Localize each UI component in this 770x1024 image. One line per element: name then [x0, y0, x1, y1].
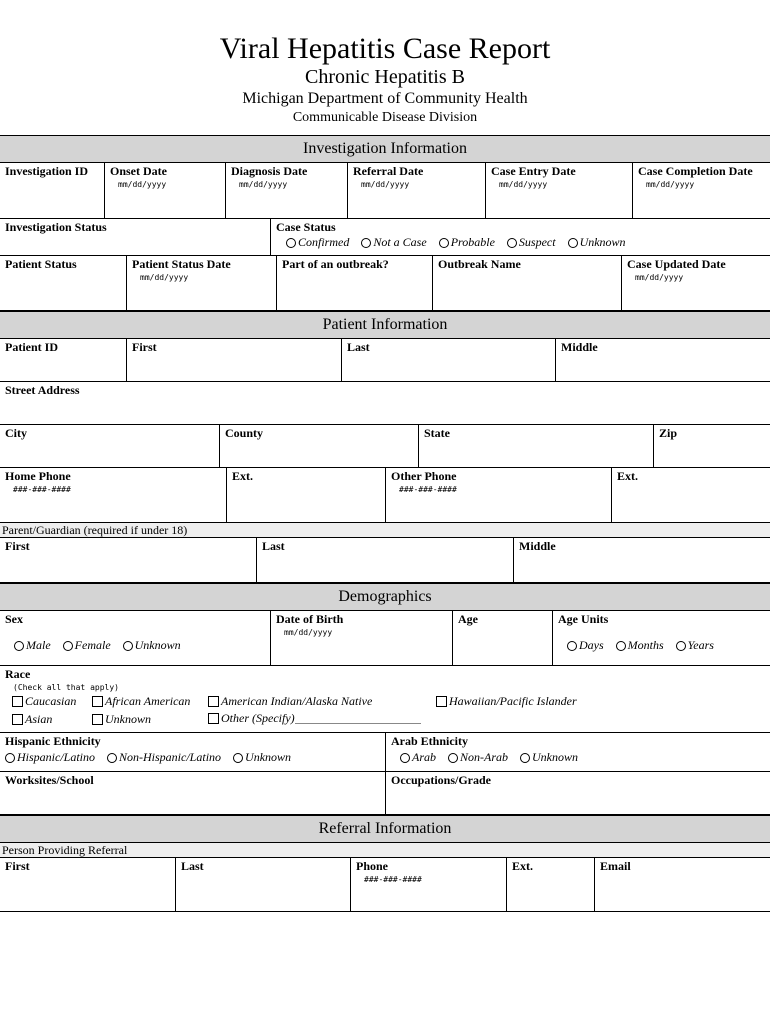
onset-date-label: Onset Date [110, 164, 167, 178]
radio-icon [286, 238, 296, 248]
home-phone-ext-field[interactable] [226, 468, 385, 522]
race-option-african-american[interactable]: African American [92, 694, 199, 711]
date-hint: mm/dd/yyyy [284, 628, 333, 637]
case-report-form [0, 135, 770, 912]
other-specify-line[interactable] [295, 713, 421, 724]
first-name-label: First [5, 859, 30, 873]
home-phone-field[interactable] [0, 468, 226, 522]
referral-email-field[interactable] [594, 858, 770, 911]
hispanic-unknown-radio[interactable]: Unknown [233, 750, 291, 765]
checkbox-icon [92, 696, 103, 707]
case-status-probable-radio[interactable]: Probable [439, 235, 495, 250]
sex-unknown-radio[interactable]: Unknown [123, 638, 181, 653]
worksite-row [0, 772, 770, 815]
radio-icon [448, 753, 458, 763]
guardian-first-name-field[interactable] [0, 538, 256, 582]
phone-hint: ###-###-#### [13, 485, 71, 494]
hispanic-ethnicity-label: Hispanic Ethnicity [5, 734, 101, 748]
diagnosis-date-field[interactable] [225, 163, 347, 218]
checkbox-icon [92, 714, 103, 725]
age-units-label: Age Units [558, 612, 609, 626]
section-demographics: Demographics [0, 583, 770, 611]
checkbox-icon [12, 696, 23, 707]
ext-label: Ext. [512, 859, 533, 873]
checkbox-icon [208, 696, 219, 707]
referral-first-name-field[interactable] [0, 858, 175, 911]
arab-radio[interactable]: Arab [400, 750, 436, 765]
investigation-status-row [0, 219, 770, 256]
case-entry-date-field[interactable] [485, 163, 632, 218]
section-patient: Patient Information [0, 311, 770, 339]
patient-id-field[interactable] [0, 339, 126, 381]
case-completion-date-field[interactable] [632, 163, 770, 218]
referral-ext-field[interactable] [506, 858, 594, 911]
radio-icon [507, 238, 517, 248]
patient-status-row [0, 256, 770, 311]
email-label: Email [600, 859, 631, 873]
patient-status-field[interactable] [0, 256, 126, 310]
non-arab-radio[interactable]: Non-Arab [448, 750, 508, 765]
sex-female-radio[interactable]: Female [63, 638, 111, 653]
county-label: County [225, 426, 264, 440]
race-field [0, 666, 770, 732]
case-status-field [270, 219, 770, 255]
other-phone-ext-field[interactable] [611, 468, 770, 522]
street-address-field[interactable] [0, 382, 770, 424]
hispanic-ethnicity-field [0, 733, 385, 771]
arab-ethnicity-field [385, 733, 770, 771]
home-phone-label: Home Phone [5, 469, 71, 483]
diagnosis-date-label: Diagnosis Date [231, 164, 308, 178]
referral-date-label: Referral Date [353, 164, 424, 178]
middle-name-label: Middle [561, 340, 598, 354]
radio-icon [676, 641, 686, 651]
outbreak-name-label: Outbreak Name [438, 257, 521, 271]
race-row [0, 666, 770, 733]
case-status-label: Case Status [276, 220, 336, 234]
race-option-other[interactable]: Other (Specify) [208, 711, 430, 728]
age-unit-months-radio[interactable]: Months [616, 638, 664, 653]
dob-label: Date of Birth [276, 612, 344, 626]
county-field[interactable] [219, 425, 418, 467]
phone-row [0, 468, 770, 523]
radio-icon [123, 641, 133, 651]
case-updated-date-field[interactable] [621, 256, 770, 310]
referral-contact-row [0, 857, 770, 912]
radio-icon [567, 641, 577, 651]
guardian-subheader: Parent/Guardian (required if under 18) [0, 523, 770, 537]
patient-name-row [0, 339, 770, 382]
race-hint: (Check all that apply) [13, 683, 119, 692]
state-field[interactable] [418, 425, 653, 467]
investigation-status-label: Investigation Status [5, 220, 107, 234]
address-row [0, 382, 770, 425]
race-option-unknown[interactable]: Unknown [92, 712, 160, 729]
last-name-label: Last [347, 340, 370, 354]
age-field[interactable] [452, 611, 552, 665]
guardian-middle-name-field[interactable] [513, 538, 770, 582]
sex-field [0, 611, 270, 665]
division-name: Communicable Disease Division [292, 110, 478, 125]
race-option-american-indian[interactable]: American Indian/Alaska Native [208, 694, 381, 711]
race-option-asian[interactable]: Asian [12, 712, 61, 729]
case-entry-date-label: Case Entry Date [491, 164, 576, 178]
radio-icon [14, 641, 24, 651]
city-label: City [5, 426, 27, 440]
date-hint: mm/dd/yyyy [646, 180, 695, 189]
date-hint: mm/dd/yyyy [140, 273, 189, 282]
city-field[interactable] [0, 425, 219, 467]
phone-label: Phone [356, 859, 389, 873]
radio-icon [520, 753, 530, 763]
checkbox-icon [208, 713, 219, 724]
date-hint: mm/dd/yyyy [118, 180, 167, 189]
referral-date-field[interactable] [347, 163, 485, 218]
case-updated-date-label: Case Updated Date [627, 257, 726, 271]
race-option-hawaiian[interactable]: Hawaiian/Pacific Islander [436, 694, 586, 711]
race-label: Race [5, 667, 31, 681]
street-address-label: Street Address [5, 383, 80, 397]
referral-person-subheader: Person Providing Referral [0, 843, 770, 857]
age-unit-years-radio[interactable]: Years [676, 638, 714, 653]
case-completion-date-label: Case Completion Date [638, 164, 753, 178]
other-phone-label: Other Phone [391, 469, 457, 483]
zip-field[interactable] [653, 425, 770, 467]
radio-icon [233, 753, 243, 763]
date-hint: mm/dd/yyyy [635, 273, 684, 282]
checkbox-icon [436, 696, 447, 707]
occupations-field[interactable] [385, 772, 770, 814]
first-name-label: First [5, 539, 30, 553]
patient-last-name-field[interactable] [341, 339, 555, 381]
worksites-label: Worksites/School [5, 773, 94, 787]
age-units-field [552, 611, 770, 665]
radio-icon [568, 238, 578, 248]
outbreak-field[interactable] [276, 256, 432, 310]
section-investigation: Investigation Information [0, 135, 770, 163]
city-row [0, 425, 770, 468]
radio-icon [5, 753, 15, 763]
radio-icon [107, 753, 117, 763]
form-subtitle: Chronic Hepatitis B [305, 66, 465, 88]
phone-hint: ###-###-#### [364, 875, 422, 884]
radio-icon [400, 753, 410, 763]
ethnicity-row [0, 733, 770, 772]
ext-label: Ext. [232, 469, 253, 483]
outbreak-name-field[interactable] [432, 256, 621, 310]
date-hint: mm/dd/yyyy [499, 180, 548, 189]
patient-id-label: Patient ID [5, 340, 58, 354]
middle-name-label: Middle [519, 539, 556, 553]
patient-status-date-field[interactable] [126, 256, 276, 310]
arab-unknown-radio[interactable]: Unknown [520, 750, 578, 765]
state-label: State [424, 426, 450, 440]
case-status-not-a-case-radio[interactable]: Not a Case [361, 235, 426, 250]
form-title: Viral Hepatitis Case Report [219, 32, 551, 65]
age-label: Age [458, 612, 478, 626]
case-status-confirmed-radio[interactable]: Confirmed [286, 235, 349, 250]
radio-icon [439, 238, 449, 248]
section-referral: Referral Information [0, 815, 770, 843]
sex-label: Sex [5, 612, 23, 626]
guardian-name-row [0, 537, 770, 583]
org-name: Michigan Department of Community Health [242, 90, 528, 107]
outbreak-label: Part of an outbreak? [282, 257, 389, 271]
patient-middle-name-field[interactable] [555, 339, 770, 381]
referral-phone-field[interactable] [350, 858, 506, 911]
worksites-field[interactable] [0, 772, 385, 814]
dob-field[interactable] [270, 611, 452, 665]
other-phone-field[interactable] [385, 468, 611, 522]
guardian-last-name-field[interactable] [256, 538, 513, 582]
non-hispanic-latino-radio[interactable]: Non-Hispanic/Latino [107, 750, 221, 765]
case-status-unknown-radio[interactable]: Unknown [568, 235, 626, 250]
sex-male-radio[interactable]: Male [14, 638, 51, 653]
last-name-label: Last [181, 859, 204, 873]
date-hint: mm/dd/yyyy [239, 180, 288, 189]
investigation-id-field[interactable] [0, 163, 104, 218]
investigation-status-field[interactable] [0, 219, 270, 255]
referral-last-name-field[interactable] [175, 858, 350, 911]
radio-icon [361, 238, 371, 248]
occupations-label: Occupations/Grade [391, 773, 492, 787]
date-hint: mm/dd/yyyy [361, 180, 410, 189]
last-name-label: Last [262, 539, 285, 553]
first-name-label: First [132, 340, 157, 354]
radio-icon [616, 641, 626, 651]
patient-status-label: Patient Status [5, 257, 77, 271]
patient-first-name-field[interactable] [126, 339, 341, 381]
arab-ethnicity-label: Arab Ethnicity [391, 734, 469, 748]
phone-hint: ###-###-#### [399, 485, 457, 494]
case-status-suspect-radio[interactable]: Suspect [507, 235, 556, 250]
sex-age-row [0, 611, 770, 666]
ext-label: Ext. [617, 469, 638, 483]
patient-status-date-label: Patient Status Date [132, 257, 231, 271]
zip-label: Zip [659, 426, 678, 440]
investigation-dates-row [0, 163, 770, 219]
hispanic-latino-radio[interactable]: Hispanic/Latino [5, 750, 95, 765]
checkbox-icon [12, 714, 23, 725]
radio-icon [63, 641, 73, 651]
race-option-caucasian[interactable]: Caucasian [12, 694, 85, 711]
investigation-id-label: Investigation ID [5, 164, 89, 178]
age-unit-days-radio[interactable]: Days [567, 638, 604, 653]
onset-date-field[interactable] [104, 163, 225, 218]
